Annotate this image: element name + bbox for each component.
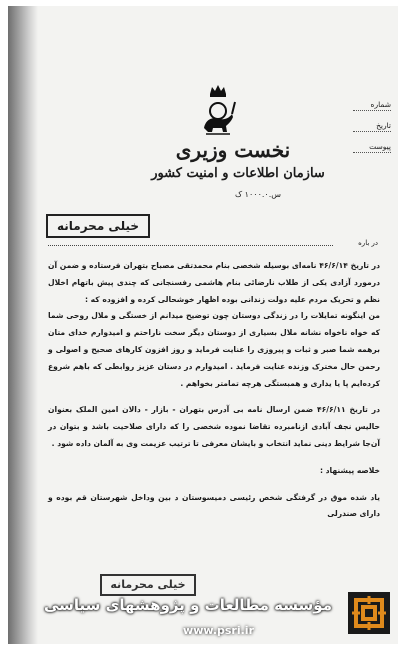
document-page [8,6,398,644]
organization-name: سازمان اطلاعات و امنیت کشور [151,166,325,181]
subject-line [48,239,378,247]
psri-logo-icon [348,592,390,634]
classification-stamp: خیلی محرمانه [46,214,150,238]
lion-and-sun-emblem-icon [198,84,238,136]
issuer-title: نخست وزیری [175,138,291,162]
paragraph: یاد شده موق در گرفتگی شخص رئیسی دمیسوستان د بین وداخل شهرستان قم بوده و دارای صندرلی [48,492,380,519]
watermark-banner [0,588,406,650]
letter-body [48,258,380,523]
subject-label: در باره [358,239,378,247]
paragraph-gap [48,392,380,402]
watermark-text: مؤسسه مطالعات و پژوهشهای سیاسی [43,596,332,614]
letter-meta [353,100,391,163]
reference-number: س.۱۰۰۰.۰ ک [234,190,282,199]
summary-heading: خلاصه پیشنهاد : [319,465,380,475]
paragraph: در تاریخ ۴۶/۶/۱۴ نامه‌ای بوسیله شخصی بنام محمدتقی مصباح بتهران فرستاده و ضمن آن درمورد آزادی یکی از طلاب نارضائی بنام هاشمی رفسنجانی که چندی پیش باتهام اخلال نظم و تحریک مردم علیه دولت زندانی بوده اظهار خوشحالی کرده و افزوده که : [48,261,380,304]
meta-attachment-label: پیوست [353,142,391,153]
meta-number-label: شماره [353,100,391,111]
subject-dotted-rule [48,245,333,246]
watermark-url: www.psri.ir [183,624,254,637]
paragraph-gap [48,480,380,490]
paragraph-gap [48,453,380,463]
paragraph: در تاریخ ۴۶/۶/۱۱ ضمن ارسال نامه بی آدرس بتهران - بازار - دالان امین الملک بعنوان حالیس نجف آبادی ازنامبرده تقاضا نموده شخصی را که دارای صلاحیت باشد و بتوان در آن‌جا شرایط دینی نماید انتخاب و بایشان معرفی تا ترتیب عزیمت وی به آلمان داده شود . [48,405,380,448]
meta-date-label: تاریخ [353,121,391,132]
closing-classification-stamp: خیلی محرمانه [100,574,196,596]
paragraph: من اینگونه تمایلات را در زندگی دوستان چون توضیح میدانم از خستگی و ملال روحی شما که خواه ناخواه نشانه ملال بسیاری از دوستان دیگر سخت ناراحتم و امیدوارم خدای متان برهمه شما صبر و ثبات و پیروزی را عنایت فرماید و روز افزون کارهای صحیح و اصولی و رحمن حال مخترک وزنده عنایت فرماید . امیدوارم در دستان عزیز روابطی که باهم شروع کرده‌ایم پا یا یداری و همبستگی هرچه تمامتر بخواهم . [48,311,380,388]
